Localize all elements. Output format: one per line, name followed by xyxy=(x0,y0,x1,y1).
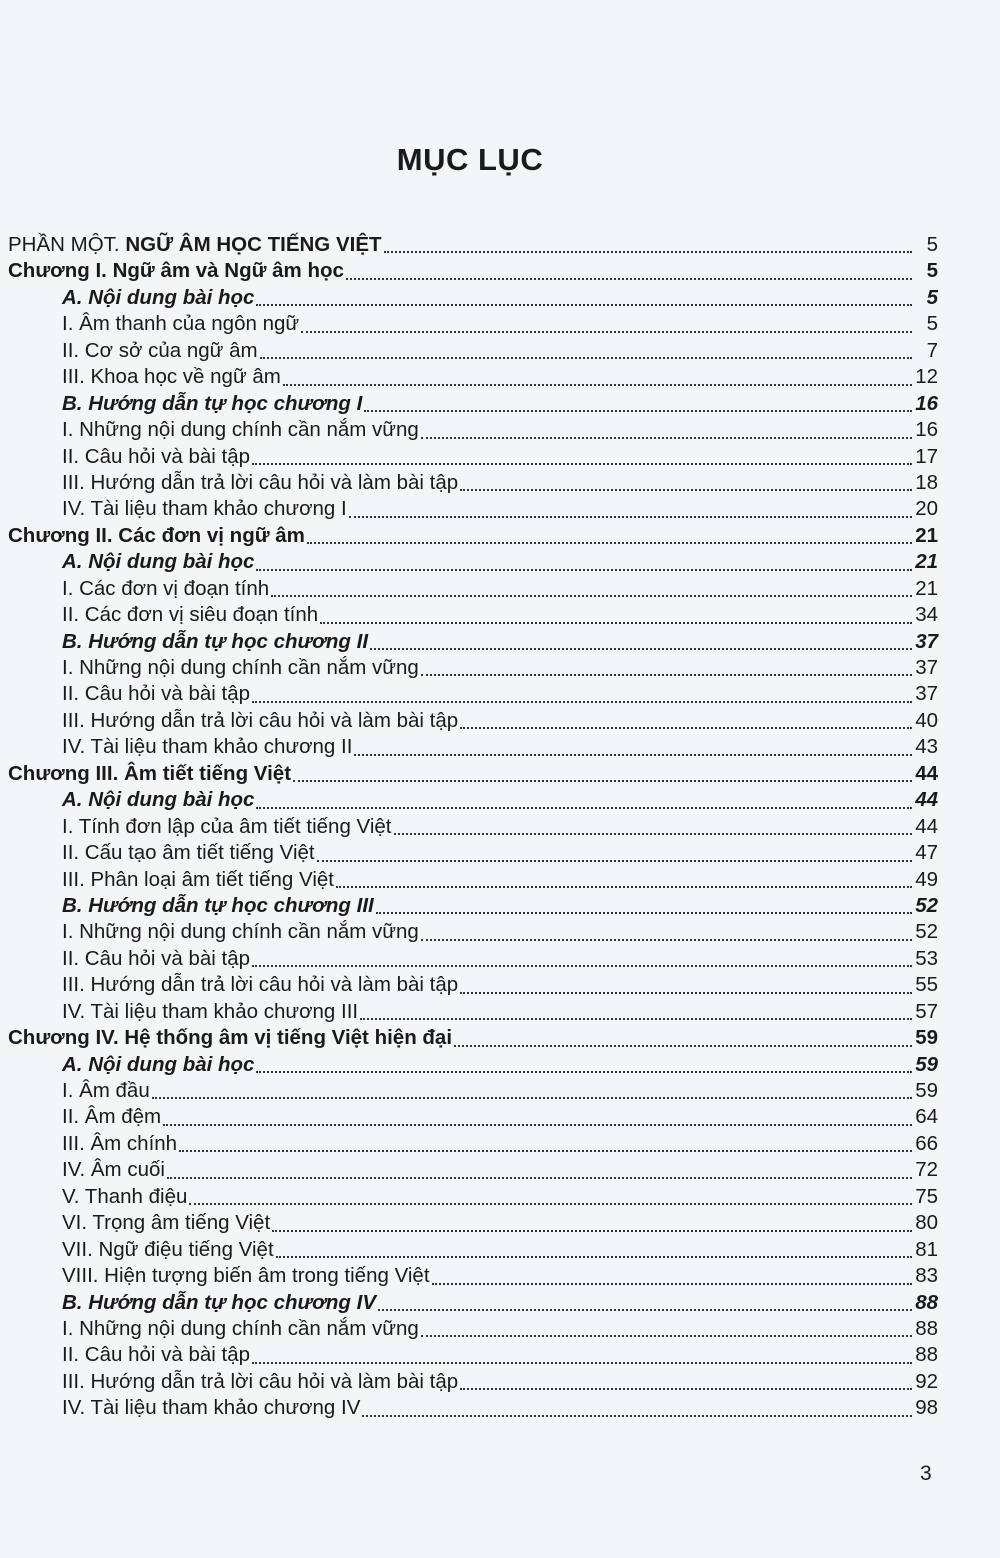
toc-section-row xyxy=(8,392,938,418)
dot-leader xyxy=(163,1123,912,1126)
toc-chapter-row xyxy=(8,259,938,285)
toc-entry-page: 57 xyxy=(915,999,938,1023)
toc-chapter-row xyxy=(8,762,938,788)
toc-item-row xyxy=(8,577,938,603)
toc-item-row xyxy=(8,1370,938,1396)
dot-leader xyxy=(460,991,912,994)
toc-entry-label: IV. Âm cuối xyxy=(62,1158,165,1182)
dot-leader xyxy=(317,859,912,862)
toc-entry-label: I. Những nội dung chính cần nắm vững xyxy=(62,920,419,944)
dot-leader xyxy=(346,277,912,280)
toc-part-row xyxy=(8,233,938,259)
page-title: MỤC LỤC xyxy=(396,142,544,177)
dot-leader xyxy=(432,1282,912,1285)
toc-entry-label: I. Những nội dung chính cần nắm vững xyxy=(62,418,419,442)
dot-leader xyxy=(152,1096,912,1099)
part-name: NGỮ ÂM HỌC TIẾNG VIỆT xyxy=(125,233,382,256)
toc-section-row xyxy=(8,788,938,814)
dot-leader xyxy=(421,436,912,439)
toc-item-row xyxy=(8,445,938,471)
dot-leader xyxy=(293,779,912,782)
dot-leader xyxy=(364,409,912,412)
toc-chapter-row xyxy=(8,1026,938,1052)
dot-leader xyxy=(252,462,912,465)
dot-leader xyxy=(362,1414,912,1417)
toc-entry-label: II. Âm đệm xyxy=(62,1105,162,1129)
toc-entry-page: 21 xyxy=(915,523,938,547)
dot-leader xyxy=(252,1361,912,1364)
toc-entry-label: II. Câu hỏi và bài tập xyxy=(62,682,251,706)
dot-leader xyxy=(354,753,912,756)
dot-leader xyxy=(360,1017,912,1020)
dot-leader xyxy=(460,726,912,729)
table-of-contents xyxy=(8,233,938,1423)
toc-chapter-row xyxy=(8,524,938,550)
dot-leader xyxy=(421,673,912,676)
toc-item-row xyxy=(8,1079,938,1105)
toc-entry-label: III. Hướng dẫn trả lời câu hỏi và làm bài tập xyxy=(62,708,459,732)
toc-entry-label: VIII. Hiện tượng biến âm trong tiếng Việt xyxy=(62,1264,430,1288)
toc-entry-page: 37 xyxy=(915,656,938,679)
toc-item-row xyxy=(8,1396,938,1422)
toc-section-row xyxy=(8,1053,938,1079)
toc-entry-label: Chương IV. Hệ thống âm vị tiếng Việt hiện đại xyxy=(8,1026,453,1050)
toc-entry-label: VI. Trọng âm tiếng Việt xyxy=(62,1211,271,1235)
toc-entry-label: II. Cơ sở của ngữ âm xyxy=(62,338,258,362)
toc-item-row xyxy=(8,682,938,708)
toc-entry-page: 5 xyxy=(926,259,938,283)
toc-entry-page: 52 xyxy=(915,893,938,917)
toc-entry-page: 80 xyxy=(915,1211,938,1235)
toc-entry-page: 64 xyxy=(915,1105,938,1129)
toc-entry-page: 34 xyxy=(915,603,938,627)
toc-entry-label: I. Các đơn vị đoạn tính xyxy=(62,576,270,600)
toc-entry-page: 44 xyxy=(915,761,938,785)
toc-entry-label: II. Câu hỏi và bài tập xyxy=(62,1343,251,1367)
toc-entry-page: 88 xyxy=(915,1290,938,1314)
toc-item-row xyxy=(8,920,938,946)
toc-entry-page: 49 xyxy=(915,867,938,891)
toc-entry-page: 12 xyxy=(915,365,938,389)
toc-entry-label: I. Những nội dung chính cần nắm vững xyxy=(62,656,419,679)
toc-entry-page: 20 xyxy=(915,497,938,521)
toc-entry-label: III. Hướng dẫn trả lời câu hỏi và làm bài tập xyxy=(62,973,459,997)
dot-leader xyxy=(272,1229,912,1232)
dot-leader xyxy=(421,1334,912,1337)
toc-item-row xyxy=(8,1132,938,1158)
toc-entry-label: II. Câu hỏi và bài tập xyxy=(62,444,251,468)
toc-item-row xyxy=(8,418,938,444)
toc-item-row xyxy=(8,841,938,867)
toc-item-row xyxy=(8,815,938,841)
dot-leader xyxy=(167,1176,912,1179)
toc-section-row xyxy=(8,1291,938,1317)
toc-item-row xyxy=(8,947,938,973)
dot-leader xyxy=(336,885,912,888)
toc-item-row xyxy=(8,1238,938,1264)
toc-entry-page: 37 xyxy=(915,682,938,706)
toc-entry-label: IV. Tài liệu tham khảo chương III xyxy=(62,999,359,1023)
toc-section-row xyxy=(8,894,938,920)
toc-entry-page: 55 xyxy=(915,973,938,997)
dot-leader xyxy=(256,303,912,306)
dot-leader xyxy=(460,1387,912,1390)
toc-entry-page: 21 xyxy=(915,550,938,574)
toc-entry-page: 40 xyxy=(915,708,938,732)
toc-part-label xyxy=(8,233,382,257)
dot-leader xyxy=(179,1149,912,1152)
toc-entry-page: 88 xyxy=(915,1316,938,1340)
dot-leader xyxy=(283,383,912,386)
toc-entry-page: 98 xyxy=(915,1396,938,1420)
toc-entry-label: B. Hướng dẫn tự học chương I xyxy=(62,391,363,415)
toc-entry-label: VII. Ngữ điệu tiếng Việt xyxy=(62,1237,274,1261)
toc-item-row xyxy=(8,1105,938,1131)
toc-entries xyxy=(8,259,938,1422)
toc-item-row xyxy=(8,656,938,682)
toc-item-row xyxy=(8,735,938,761)
toc-entry-label: A. Nội dung bài học xyxy=(62,1052,255,1076)
dot-leader xyxy=(256,806,912,809)
toc-entry-label: III. Phân loại âm tiết tiếng Việt xyxy=(62,867,334,891)
part-prefix: PHẦN MỘT. xyxy=(8,233,126,256)
dot-leader xyxy=(189,1202,912,1205)
toc-item-row xyxy=(8,497,938,523)
dot-leader xyxy=(256,1070,912,1073)
toc-entry-page: 59 xyxy=(915,1026,938,1050)
toc-entry-page: 92 xyxy=(915,1369,938,1393)
dot-leader xyxy=(378,1308,912,1311)
toc-entry-label: Chương I. Ngữ âm và Ngữ âm học xyxy=(8,259,344,283)
page-number: 3 xyxy=(920,1462,932,1485)
toc-entry-label: III. Khoa học về ngữ âm xyxy=(62,365,281,389)
toc-entry-label: B. Hướng dẫn tự học chương II xyxy=(62,629,369,653)
toc-entry-label: IV. Tài liệu tham khảo chương II xyxy=(62,735,353,759)
toc-item-row xyxy=(8,1317,938,1343)
dot-leader xyxy=(256,568,912,571)
toc-entry-label: B. Hướng dẫn tự học chương IV xyxy=(62,1290,377,1314)
toc-item-row xyxy=(8,365,938,391)
toc-entry-page: 44 xyxy=(915,814,938,838)
toc-item-row xyxy=(8,471,938,497)
dot-leader xyxy=(252,700,912,703)
toc-item-row xyxy=(8,312,938,338)
dot-leader xyxy=(271,594,912,597)
toc-entry-label: A. Nội dung bài học xyxy=(62,285,255,309)
toc-entry-label: I. Những nội dung chính cần nắm vững xyxy=(62,1316,419,1340)
toc-item-row xyxy=(8,339,938,365)
toc-entry-page: 81 xyxy=(915,1237,938,1261)
dot-leader xyxy=(376,911,912,914)
toc-entry-page: 7 xyxy=(926,338,938,362)
toc-item-row xyxy=(8,603,938,629)
toc-section-row xyxy=(8,286,938,312)
toc-entry-label: II. Các đơn vị siêu đoạn tính xyxy=(62,603,319,627)
toc-entry-page: 43 xyxy=(915,735,938,759)
dot-leader xyxy=(276,1255,912,1258)
toc-entry-page: 5 xyxy=(926,312,938,336)
toc-item-row xyxy=(8,709,938,735)
toc-entry-page: 52 xyxy=(915,920,938,944)
toc-entry-page: 75 xyxy=(915,1184,938,1208)
toc-entry-page: 53 xyxy=(915,946,938,970)
toc-section-row xyxy=(8,550,938,576)
toc-entry-page: 88 xyxy=(915,1343,938,1367)
toc-item-row xyxy=(8,1000,938,1026)
toc-entry-label: A. Nội dung bài học xyxy=(62,788,255,812)
toc-entry-label: B. Hướng dẫn tự học chương III xyxy=(62,893,374,917)
toc-entry-page: 59 xyxy=(915,1079,938,1102)
toc-entry-label: IV. Tài liệu tham khảo chương IV xyxy=(62,1396,361,1420)
toc-entry-label: A. Nội dung bài học xyxy=(62,550,255,574)
toc-entry-label: II. Câu hỏi và bài tập xyxy=(62,946,251,970)
dot-leader xyxy=(394,832,913,835)
dot-leader xyxy=(370,647,912,650)
toc-item-row xyxy=(8,1211,938,1237)
dot-leader xyxy=(252,964,912,967)
toc-entry-label: I. Âm đầu xyxy=(62,1079,150,1102)
toc-item-row xyxy=(8,1158,938,1184)
dot-leader xyxy=(301,330,912,333)
toc-item-row xyxy=(8,1185,938,1211)
toc-entry-label: III. Hướng dẫn trả lời câu hỏi và làm bài tập xyxy=(62,470,459,494)
toc-entry-page: 37 xyxy=(915,629,938,653)
dot-leader xyxy=(260,356,912,359)
toc-entry-label: I. Âm thanh của ngôn ngữ xyxy=(62,312,300,336)
toc-entry-page: 83 xyxy=(915,1264,938,1288)
dot-leader xyxy=(460,488,912,491)
toc-entry-page: 5 xyxy=(926,285,938,309)
toc-entry-page: 72 xyxy=(915,1158,938,1182)
toc-part-page: 5 xyxy=(926,233,938,256)
toc-entry-label: III. Âm chính xyxy=(62,1131,178,1155)
toc-entry-label: Chương II. Các đơn vị ngữ âm xyxy=(8,523,305,547)
toc-item-row xyxy=(8,868,938,894)
toc-entry-label: V. Thanh điệu xyxy=(62,1184,188,1208)
dot-leader xyxy=(421,938,912,941)
dot-leader xyxy=(384,250,912,253)
toc-entry-page: 59 xyxy=(915,1052,938,1076)
dot-leader xyxy=(307,541,912,544)
toc-item-row xyxy=(8,1264,938,1290)
toc-entry-page: 21 xyxy=(915,576,938,600)
toc-entry-page: 44 xyxy=(915,788,938,812)
toc-item-row xyxy=(8,973,938,999)
dot-leader xyxy=(320,621,912,624)
toc-entry-page: 17 xyxy=(915,444,938,468)
toc-section-row xyxy=(8,630,938,656)
dot-leader xyxy=(349,515,912,518)
toc-entry-page: 18 xyxy=(915,470,938,494)
toc-entry-label: Chương III. Âm tiết tiếng Việt xyxy=(8,761,292,785)
toc-entry-page: 16 xyxy=(915,418,938,442)
toc-item-row xyxy=(8,1343,938,1369)
toc-entry-page: 16 xyxy=(915,391,938,415)
dot-leader xyxy=(454,1044,912,1047)
toc-entry-label: III. Hướng dẫn trả lời câu hỏi và làm bài tập xyxy=(62,1369,459,1393)
toc-entry-label: II. Cấu tạo âm tiết tiếng Việt xyxy=(62,841,315,865)
toc-entry-page: 47 xyxy=(915,841,938,865)
toc-entry-label: IV. Tài liệu tham khảo chương I xyxy=(62,497,347,521)
toc-entry-page: 66 xyxy=(915,1131,938,1155)
toc-entry-label: I. Tính đơn lập của âm tiết tiếng Việt xyxy=(62,814,392,838)
